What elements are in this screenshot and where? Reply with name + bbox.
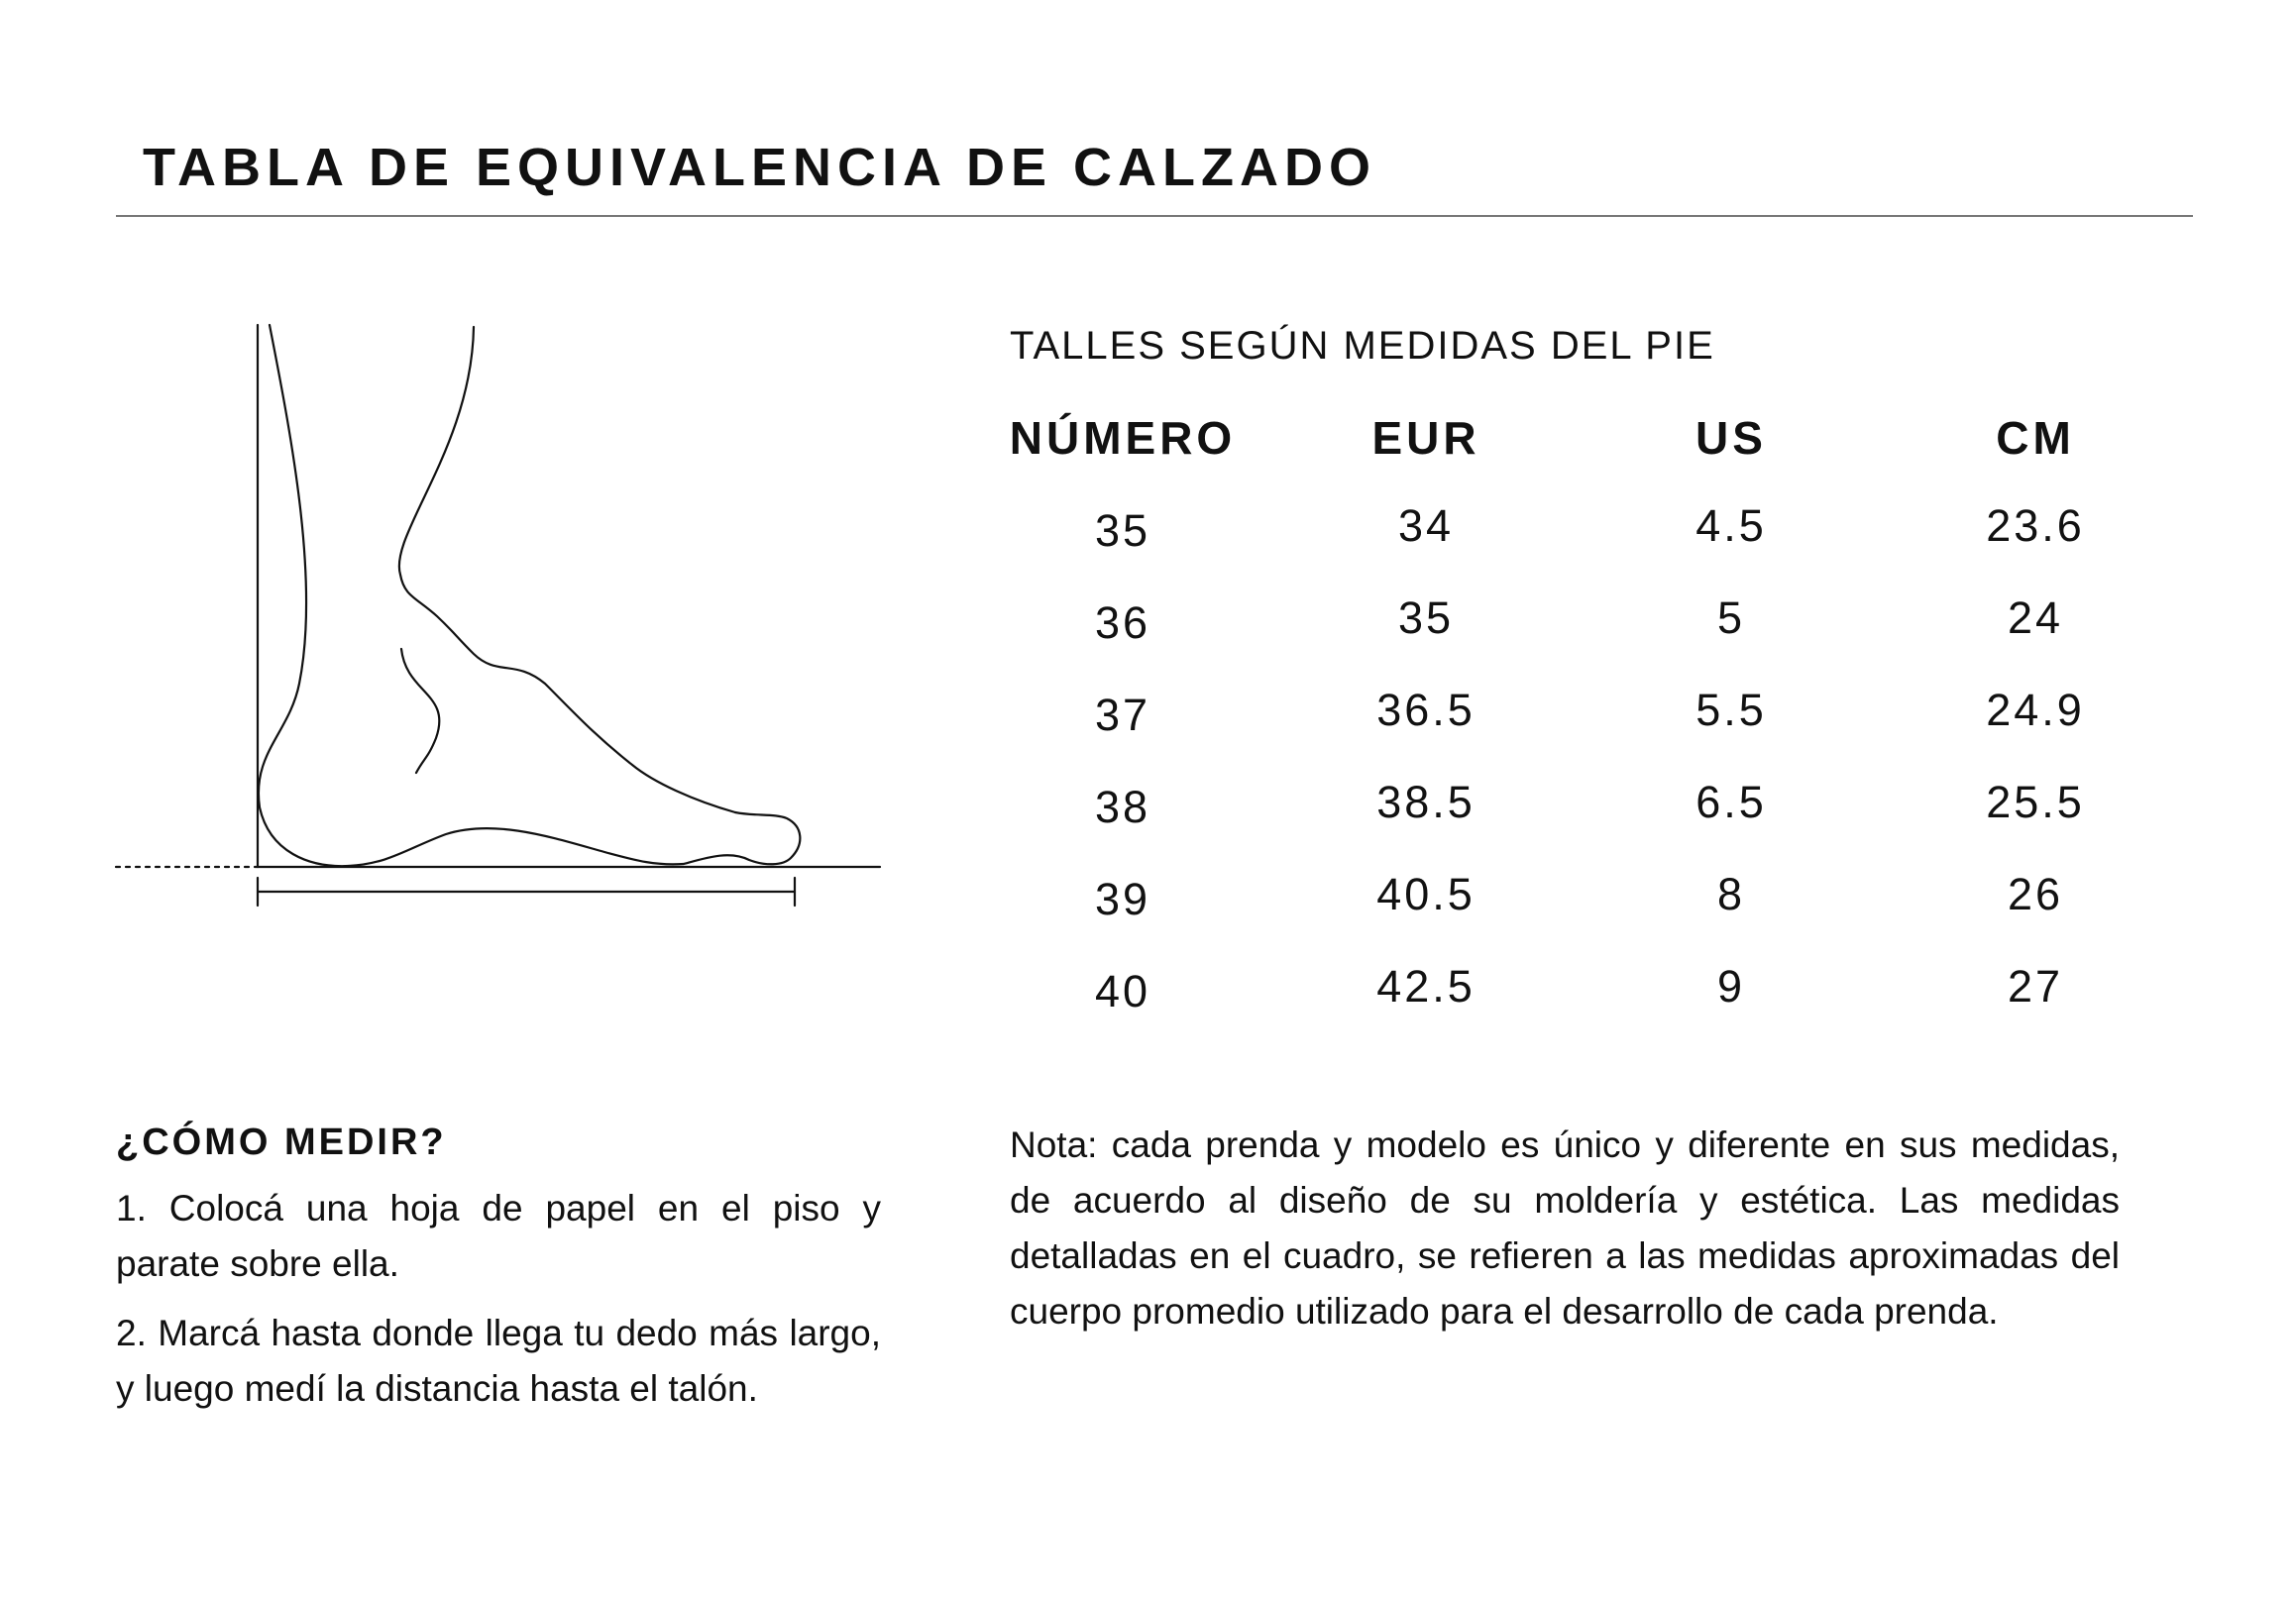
cell-cm: 26 — [2007, 869, 2064, 919]
foot-measure-icon — [0, 0, 892, 931]
cell-us: 8 — [1716, 869, 1746, 919]
cell-us: 5.5 — [1695, 685, 1767, 735]
cell-numero: 39 — [1094, 874, 1151, 924]
cell-cm: 27 — [2007, 961, 2064, 1012]
cell-cm: 25.5 — [1986, 777, 2085, 827]
cell-eur: 40.5 — [1376, 869, 1476, 919]
cell-numero: 40 — [1094, 966, 1151, 1016]
cell-eur: 42.5 — [1376, 961, 1476, 1012]
cell-eur: 38.5 — [1376, 777, 1476, 827]
column-header-eur: EUR — [1371, 412, 1480, 464]
cell-us: 6.5 — [1695, 777, 1767, 827]
cell-cm: 24 — [2007, 592, 2064, 643]
cell-eur: 35 — [1397, 592, 1455, 643]
cell-us: 9 — [1716, 961, 1746, 1012]
heel-outline — [259, 325, 349, 866]
cell-us: 4.5 — [1695, 500, 1767, 551]
cell-cm: 24.9 — [1986, 685, 2085, 735]
column-header-cm: CM — [1996, 412, 2075, 464]
cell-numero: 38 — [1094, 782, 1151, 832]
how-to-measure-step-1: 1. Colocá una hoja de papel en el piso y parate sobre ella. — [116, 1188, 881, 1284]
table-subtitle: TALLES SEGÚN MEDIDAS DEL PIE — [1010, 324, 1715, 368]
cell-numero: 36 — [1094, 597, 1151, 648]
column-header-numero: NÚMERO — [1009, 412, 1237, 464]
cell-eur: 36.5 — [1376, 685, 1476, 735]
page-title: TABLA DE EQUIVALENCIA DE CALZADO — [143, 138, 1376, 197]
cell-us: 5 — [1716, 592, 1746, 643]
sizing-note: Nota: cada prenda y modelo es único y diferente en sus medidas, de acuerdo al diseño de su moldería y estética. Las medidas detalladas en el cuadro, se refieren a las medidas aproximadas del cuerpo promedio utilizado para el desarrollo de cada prenda. — [1010, 1124, 2120, 1332]
how-to-measure-step-2: 2. Marcá hasta donde llega tu dedo más largo, y luego medí la distancia hasta el talón. — [116, 1313, 881, 1409]
cell-cm: 23.6 — [1986, 500, 2085, 551]
column-header-us: US — [1695, 412, 1767, 464]
cell-numero: 37 — [1094, 690, 1151, 740]
ankle-detail — [401, 649, 439, 773]
how-to-measure-title: ¿CÓMO MEDIR? — [116, 1122, 447, 1163]
instep-outline — [399, 327, 735, 812]
cell-numero: 35 — [1094, 505, 1151, 556]
cell-eur: 34 — [1397, 500, 1455, 551]
sole-outline — [349, 812, 800, 866]
